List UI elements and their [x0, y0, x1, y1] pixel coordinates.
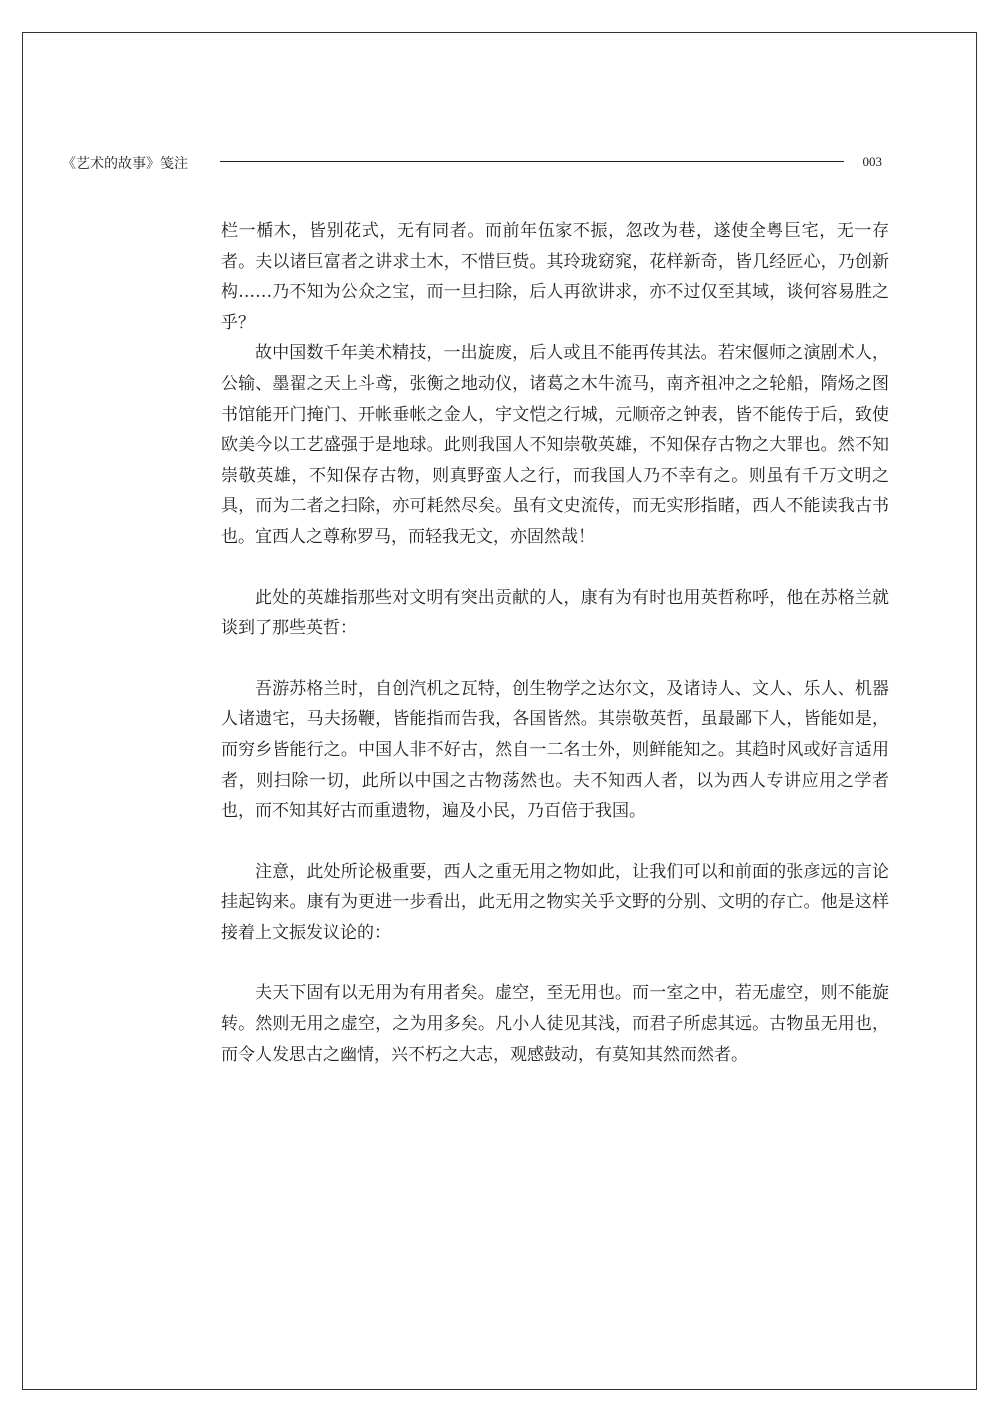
commentary-paragraph: 此处的英雄指那些对文明有突出贡献的人，康有为有时也用英哲称呼，他在苏格兰就谈到了那些英哲：: [221, 587, 889, 639]
quote-paragraph: 吾游苏格兰时，自创汽机之瓦特，创生物学之达尔文，及诸诗人、文人、乐人、机器人诸遗宅，马夫扬鞭，皆能指而告我，各国皆然。其崇敬英哲，虽最鄙下人，皆能如是，而穷乡皆能行之。中国人非不好古，然自一二名士外，则鲜能知之。其趋时风或好言适用者，则扫除一切，此所以中国之古物荡然也。夫不知西人者，以为西人专讲应用之学者也，而不知其好古而重遗物，遍及小民，乃百倍于我国。: [221, 678, 889, 822]
paragraph-spacer: [221, 644, 889, 674]
quote-paragraph: 故中国数千年美术精技，一出旋废，后人或且不能再传其法。若宋偃师之演剧术人，公输、墨翟之天上斗鸢，张衡之地动仪，诸葛之木牛流马，南齐祖冲之之轮船，隋炀之图书馆能开门掩门、开帐垂帐之金人，宇文恺之行城，元顺帝之钟表，皆不能传于后，致使欧美今以工艺盛强于是地球。此则我国人不知崇敬英雄，不知保存古物之大罪也。然不知崇敬英雄，不知保存古物，则真野蛮人之行，而我国人乃不幸有之。则虽有千万文明之具，而为二者之扫除，亦可耗然尽矣。虽有文史流传，而无实形指睹，西人不能读我古书也。宜西人之尊称罗马，而轻我无文，亦固然哉！: [221, 343, 889, 547]
header-rule: [220, 161, 844, 162]
book-title: 《艺术的故事》笺注: [62, 156, 188, 172]
quote-paragraph-continued: 栏一楯木，皆别花式，无有同者。而前年伍家不振，忽改为巷，遂使全粤巨宅，无一存者。夫以诸巨富者之讲求土木，不惜巨赀。其玲珑窈窕，花样新奇，皆几经匠心，乃创新构……乃不知为公众之宝，而一旦扫除，后人再欲讲求，亦不过仅至其域，谈何容易胜之乎？: [221, 221, 889, 333]
paragraph-spacer: [221, 948, 889, 978]
paragraph-spacer: [221, 553, 889, 583]
quote-paragraph: 夫天下固有以无用为有用者矣。虚空，至无用也。而一室之中，若无虚空，则不能旋转。然则无用之虚空，之为用多矣。凡小人徒见其浅，而君子所虑其远。古物虽无用也，而令人发思古之幽情，兴不朽之大志，观感鼓动，有莫知其然而然者。: [221, 983, 889, 1065]
running-header: [62, 150, 882, 176]
commentary-paragraph: 注意，此处所论极重要，西人之重无用之物如此，让我们可以和前面的张彦远的言论挂起钩来。康有为更进一步看出，此无用之物实关乎文野的分别、文明的存亡。他是这样接着上文振发议论的：: [221, 861, 889, 943]
main-text: [221, 216, 889, 1070]
paragraph-spacer: [221, 827, 889, 857]
page-number: 003: [862, 154, 882, 169]
